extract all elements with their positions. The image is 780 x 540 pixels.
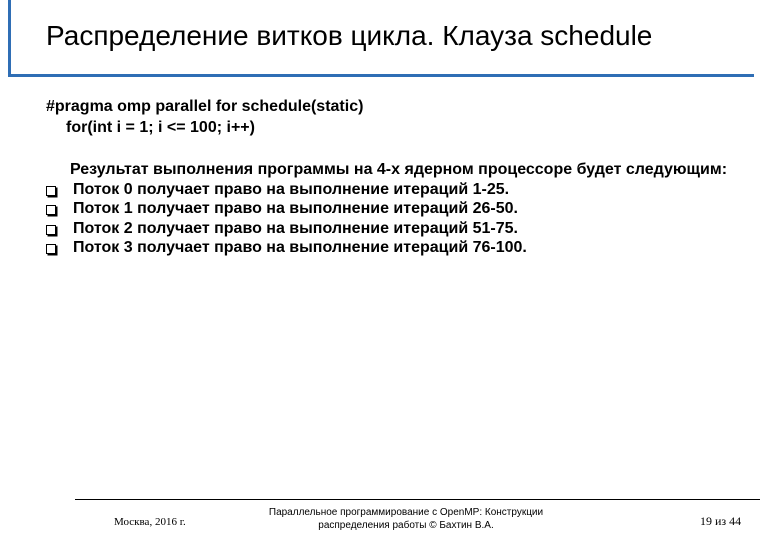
intro-text: Результат выполнения программы на 4-х ядерном процессоре будет следующим: <box>70 161 728 178</box>
list-item <box>46 199 746 219</box>
checkbox-bullet-icon <box>46 186 56 196</box>
list-item-text: Поток 3 получает право на выполнение итераций 76-100. <box>73 239 527 256</box>
footer-location-date: Москва, 2016 г. <box>114 516 186 528</box>
list-item <box>46 238 746 258</box>
result-description <box>46 160 746 258</box>
list-item-text: Поток 1 получает право на выполнение итераций 26-50. <box>73 200 518 217</box>
list-item-text: Поток 2 получает право на выполнение итераций 51-75. <box>73 219 518 237</box>
list-item <box>46 180 746 200</box>
list-item-text: Поток 0 получает право на выполнение итераций 1-25. <box>73 180 510 198</box>
footer-divider <box>75 499 760 500</box>
code-line-for: for(int i = 1; i <= 100; i++) <box>66 119 255 136</box>
page-number: 19 из 44 <box>700 514 742 528</box>
footer-course-line2: распределения работы © Бахтин В.А. <box>318 520 494 531</box>
slide-title: Распределение витков цикла. Клауза schedule <box>46 20 653 51</box>
checkbox-bullet-icon <box>46 244 56 254</box>
title-accent-bar-left <box>8 0 11 76</box>
thread-iteration-list <box>46 180 746 258</box>
code-block <box>46 96 363 138</box>
checkbox-bullet-icon <box>46 225 56 235</box>
footer-course-line1: Параллельное программирование с OpenMP: Конструкции <box>268 507 544 518</box>
list-item <box>46 219 746 239</box>
checkbox-bullet-icon <box>46 205 56 215</box>
title-accent-bar-bottom <box>8 74 754 77</box>
code-line-pragma: #pragma omp parallel for schedule(static) <box>46 98 364 115</box>
footer-course-title <box>246 506 566 532</box>
